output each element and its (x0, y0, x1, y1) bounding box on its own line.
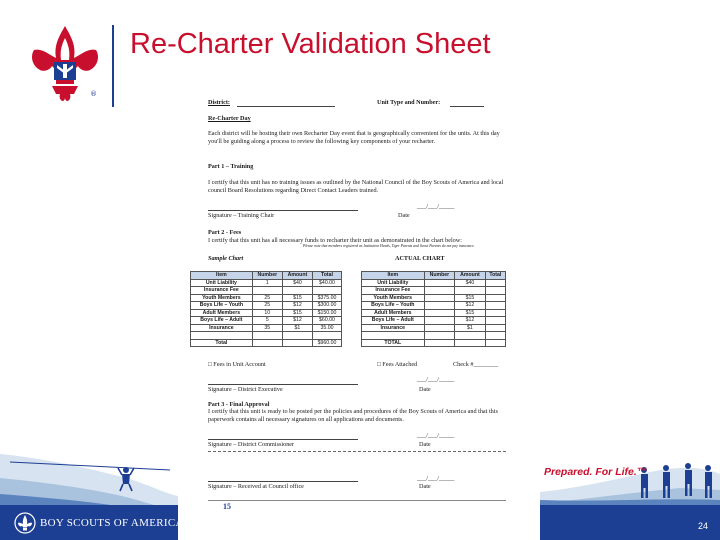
header-divider (112, 25, 114, 107)
sample-chart-label: Sample Chart (208, 255, 244, 262)
table-cell: $300.00 (312, 302, 341, 310)
table-cell (455, 332, 486, 340)
table-row (191, 317, 342, 325)
table-cell: $12 (282, 317, 312, 325)
table-cell (191, 332, 253, 340)
table-cell (485, 324, 505, 332)
boy-scouts-of-america-wordmark: BOY SCOUTS OF AMERICA (40, 517, 184, 529)
bsa-fleur-de-lis-logo (30, 24, 100, 106)
table-cell (424, 324, 455, 332)
table-row (191, 309, 342, 317)
table-row (191, 339, 342, 347)
date-label: Date (398, 212, 410, 219)
table-cell (485, 302, 505, 310)
part3-text: I certify that this unit is ready to be posted per the policies and procedures of the Boy Scouts of America and that this paperwork contains all necessary signatures on all applications and documents. (208, 408, 498, 423)
date-label: Date (419, 386, 431, 393)
table-header-cell: Total (312, 272, 341, 280)
table-cell: Youth Members (191, 294, 253, 302)
sig-district-commissioner: Signature – District Commissioner (208, 441, 295, 448)
check-number: Check #________ (453, 361, 499, 368)
part3-heading: Part 3 - Final Approval (208, 401, 270, 408)
table-cell (455, 339, 486, 347)
table-cell: 35.00 (312, 324, 341, 332)
table-cell: Boys Life – Youth (362, 302, 425, 310)
table-cell: $60.00 (312, 317, 341, 325)
table-cell (282, 287, 312, 295)
table-cell: Insurance (362, 324, 425, 332)
sig-training-chair: Signature – Training Chair (208, 212, 275, 219)
table-cell: $12 (282, 302, 312, 310)
signature-line (208, 439, 358, 440)
table-cell (485, 309, 505, 317)
prepared-for-life-tagline: Prepared. For Life.™ (544, 466, 648, 478)
part1-heading: Part 1 – Training (208, 163, 254, 170)
table-cell (485, 279, 505, 287)
table-cell: $150.00 (312, 309, 341, 317)
table-cell: Youth Members (362, 294, 425, 302)
table-header-cell: Item (362, 272, 425, 280)
table-row (362, 302, 506, 310)
table-cell: $40.00 (312, 279, 341, 287)
table-cell (282, 332, 312, 340)
table-cell: Boys Life – Youth (191, 302, 253, 310)
table-header-row (191, 272, 342, 280)
table-cell (424, 309, 455, 317)
table-header-cell: Total (485, 272, 505, 280)
table-row (362, 287, 506, 295)
table-cell (252, 339, 282, 347)
table-cell (485, 294, 505, 302)
date-label: Date (419, 483, 431, 490)
recharter-heading: Re-Charter Day (208, 115, 251, 122)
table-cell (252, 332, 282, 340)
page-title: Re-Charter Validation Sheet (130, 28, 491, 60)
table-row (362, 339, 506, 347)
table-cell (362, 332, 425, 340)
fees-in-account-checkbox: □ Fees in Unit Account (208, 361, 266, 368)
table-row (362, 294, 506, 302)
table-cell: Unit Liability (362, 279, 425, 287)
unit-label: Unit Type and Number: (377, 99, 441, 106)
table-cell (252, 287, 282, 295)
table-row (191, 332, 342, 340)
table-row (362, 309, 506, 317)
table-header-row (362, 272, 506, 280)
table-cell: Insurance Fee (191, 287, 253, 295)
date-blank: ___/___/_____ (417, 432, 455, 439)
table-cell (424, 294, 455, 302)
table-cell (424, 302, 455, 310)
table-cell: $375.00 (312, 294, 341, 302)
signature-line (208, 384, 358, 385)
table-row (191, 279, 342, 287)
table-cell: $15 (282, 294, 312, 302)
table-cell: $12 (455, 317, 486, 325)
actual-chart-label: ACTUAL CHART (395, 255, 445, 262)
table-cell (485, 317, 505, 325)
table-row (191, 287, 342, 295)
table-row (362, 317, 506, 325)
table-cell: 25 (252, 294, 282, 302)
bsa-emblem-icon (14, 512, 36, 534)
table-cell (282, 339, 312, 347)
date-blank: ___/___/_____ (417, 475, 455, 482)
document-page-number: 15 (223, 502, 231, 511)
table-header-cell: Item (191, 272, 253, 280)
svg-text:®: ® (90, 90, 97, 98)
table-cell (312, 332, 341, 340)
table-row (362, 279, 506, 287)
table-cell: $1 (282, 324, 312, 332)
table-cell: $15 (455, 309, 486, 317)
table-cell: 1 (252, 279, 282, 287)
table-cell (485, 339, 505, 347)
table-row (362, 324, 506, 332)
table-cell: $40 (455, 279, 486, 287)
part2-heading: Part 2 - Fees (208, 229, 242, 236)
signature-line (208, 210, 358, 211)
table-cell: Adult Members (191, 309, 253, 317)
zipline-scout-figure (116, 466, 136, 492)
table-cell: 35 (252, 324, 282, 332)
table-cell: $40 (282, 279, 312, 287)
table-cell: $960.00 (312, 339, 341, 347)
table-cell (485, 332, 505, 340)
table-cell: $15 (282, 309, 312, 317)
table-cell (424, 332, 455, 340)
table-row (191, 324, 342, 332)
table-row (362, 332, 506, 340)
table-cell: Total (191, 339, 253, 347)
slide-page-number: 24 (698, 521, 709, 531)
table-cell: Boys Life – Adult (191, 317, 253, 325)
recharter-text: Each district will be hosting their own Recharter Day event that is geographically convenient for the units. At this day you'll be guiding along a process to review the following key components of your recharter. (208, 130, 500, 145)
part1-text: I certify that this unit has no training issues as outlined by the National Council of the Boy Scouts of America and local council Board Resolutions regarding Direct Contact Leaders trained. (208, 179, 504, 194)
table-cell (424, 317, 455, 325)
sig-council-office: Signature – Received at Council office (208, 483, 304, 490)
table-header-cell: Number (252, 272, 282, 280)
table-cell: $1 (455, 324, 486, 332)
table-cell: 5 (252, 317, 282, 325)
table-cell (485, 287, 505, 295)
sig-district-executive: Signature – District Executive (208, 386, 283, 393)
district-line (237, 106, 335, 107)
district-label: District: (208, 99, 230, 106)
table-cell: Adult Members (362, 309, 425, 317)
table-cell: Insurance (191, 324, 253, 332)
table-cell: Boys Life – Adult (362, 317, 425, 325)
date-blank: ___/___/_____ (417, 376, 455, 383)
table-cell (455, 287, 486, 295)
right-footer-bar (540, 505, 720, 540)
table-cell (312, 287, 341, 295)
table-cell (424, 339, 455, 347)
table-cell: Unit Liability (191, 279, 253, 287)
table-cell (424, 279, 455, 287)
fees-attached-checkbox: □ Fees Attached (377, 361, 418, 368)
table-row (191, 302, 342, 310)
table-cell: $12 (455, 302, 486, 310)
part2-text: I certify that this unit has all necessary funds to recharter their unit as demonstrated in the chart below: (208, 237, 462, 244)
date-label: Date (419, 441, 431, 448)
table-cell: $15 (455, 294, 486, 302)
table-cell: 10 (252, 309, 282, 317)
table-cell (424, 287, 455, 295)
table-header-cell: Amount (455, 272, 486, 280)
table-cell: 25 (252, 302, 282, 310)
unit-line (450, 106, 484, 107)
table-row (191, 294, 342, 302)
table-header-cell: Amount (282, 272, 312, 280)
sample-chart-table (190, 271, 342, 347)
table-header-cell: Number (424, 272, 455, 280)
hiking-scouts-silhouettes (636, 462, 716, 502)
table-cell: Insurance Fee (362, 287, 425, 295)
part2-note: Please note that members registered as Institution Heads, Tiger Parents and Scout Parents do not pay insurance. (303, 244, 475, 248)
actual-chart-table (361, 271, 506, 347)
date-blank: ___/___/_____ (417, 203, 455, 210)
table-cell: TOTAL (362, 339, 425, 347)
